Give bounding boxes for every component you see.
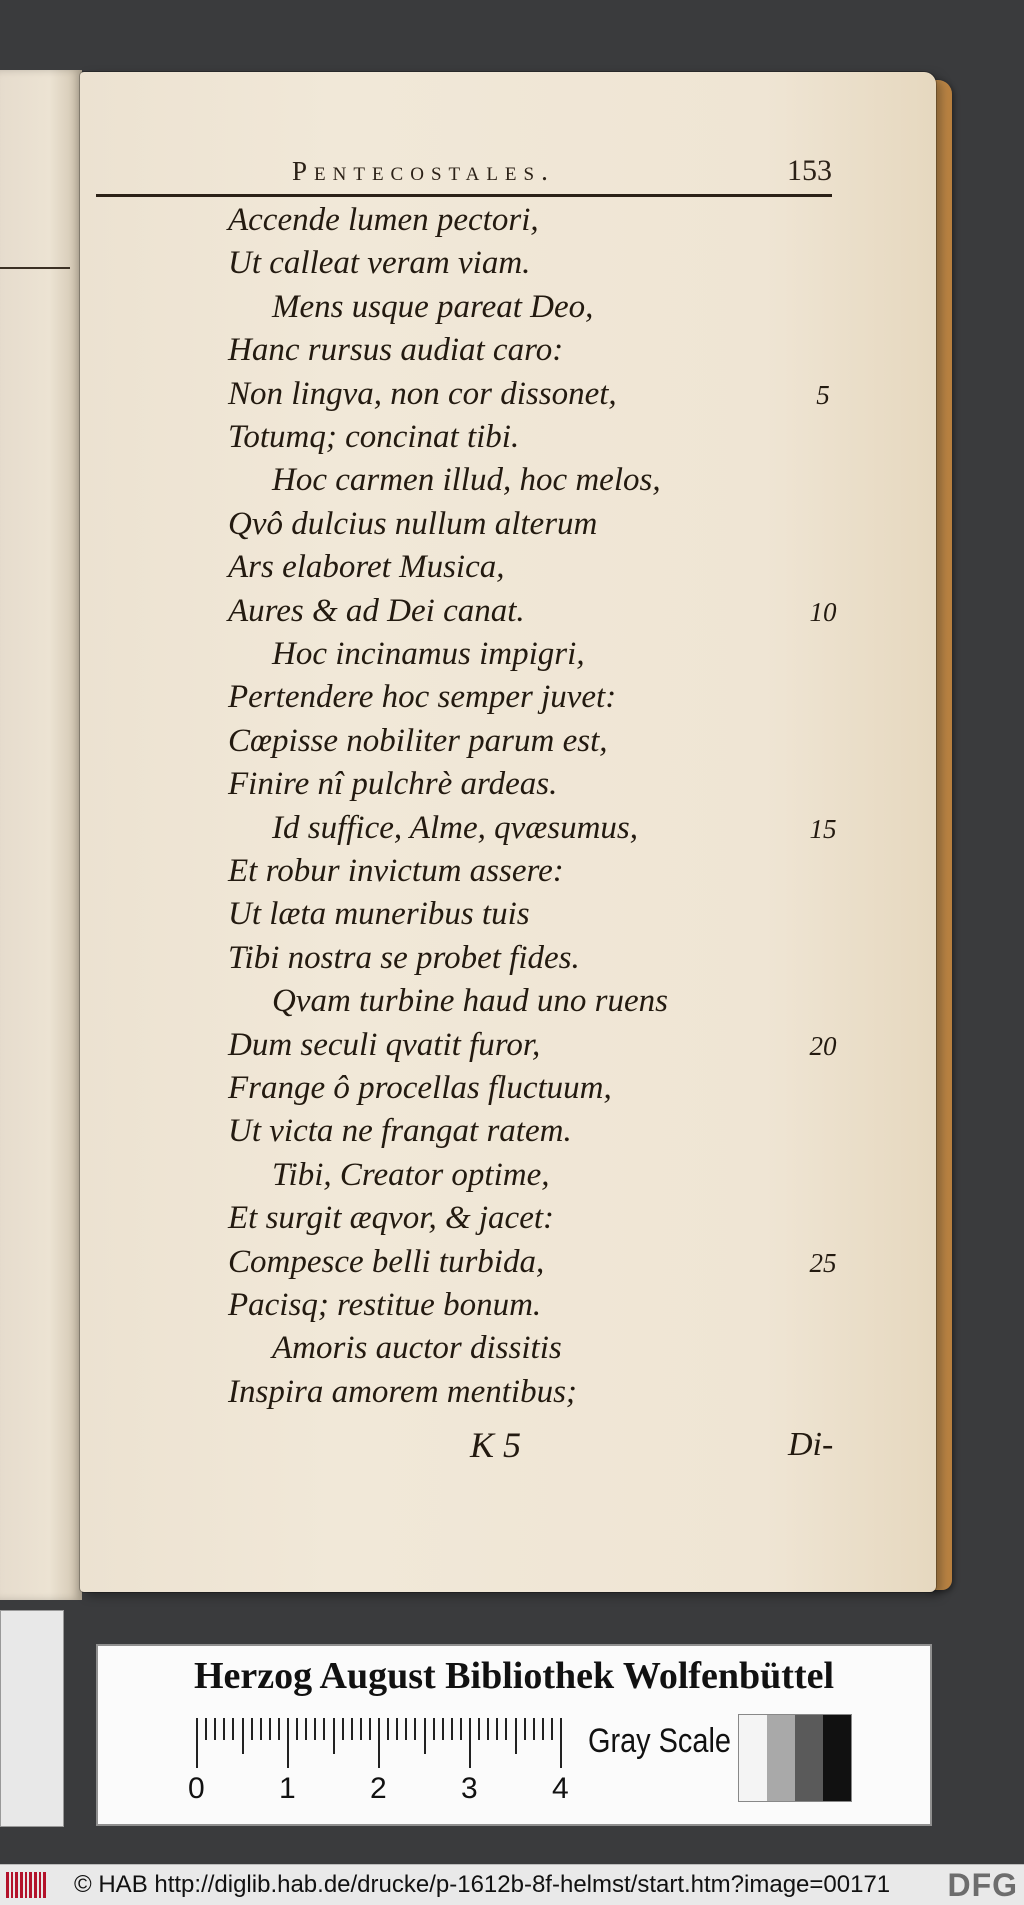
verse-line: Inspira amorem mentibus; (228, 1373, 577, 1410)
ruler-tick (542, 1718, 544, 1740)
copyright-url[interactable]: © HAB http://diglib.hab.de/drucke/p-1612b-8f-helmst/start.htm?image=00171 (74, 1871, 891, 1898)
line-number: 20 (809, 1030, 837, 1061)
line-number: 15 (809, 813, 837, 844)
ruler-tick (396, 1718, 398, 1740)
ruler-tick (433, 1718, 435, 1740)
page-header (96, 150, 832, 206)
verse-line: Ars elaboret Musica, (228, 549, 505, 586)
ruler-tick (460, 1718, 462, 1740)
ruler-number: 4 (552, 1772, 569, 1805)
ruler-tick (496, 1718, 498, 1740)
ruler-tick (223, 1718, 225, 1740)
ruler-tick (296, 1718, 298, 1740)
facing-page-strip (0, 1610, 64, 1827)
ruler-tick (378, 1718, 380, 1768)
facing-page-edge (0, 70, 82, 1600)
ruler-tick (533, 1718, 535, 1740)
verse-line: Non lingva, non cor dissonet, (228, 375, 617, 412)
gray-swatch (739, 1715, 767, 1801)
gray-scale-swatches (738, 1714, 852, 1802)
ruler-tick (505, 1718, 507, 1740)
ruler-tick (515, 1718, 517, 1754)
verse-line: Cœpisse nobiliter parum est, (228, 722, 608, 759)
verse-line: Ut victa ne frangat ratem. (228, 1113, 572, 1150)
library-scale-strip (98, 1646, 930, 1824)
verse-line: Compesce belli turbida, (228, 1243, 545, 1280)
ruler-tick (342, 1718, 344, 1740)
verse-line: Frange ô procellas fluctuum, (228, 1070, 612, 1106)
verse-line: Hoc incinamus impigri, (272, 636, 585, 672)
ruler-tick (424, 1718, 426, 1754)
line-number: 10 (809, 596, 837, 627)
line-number: 5 (816, 379, 830, 410)
verse-line: Qvam turbine haud uno ruens (272, 983, 668, 1020)
ruler-tick (551, 1718, 553, 1740)
centimeter-ruler (188, 1718, 569, 1805)
ruler-tick (405, 1718, 407, 1740)
verse-line: Pacisq; restitue bonum. (228, 1287, 542, 1323)
ruler-tick (323, 1718, 325, 1740)
ruler-tick (351, 1718, 353, 1740)
line-number: 25 (809, 1247, 837, 1278)
ruler-tick (469, 1718, 471, 1768)
ruler-tick (260, 1718, 262, 1740)
verse-line: Mens usque pareat Deo, (272, 288, 594, 325)
verse-line: Finire nî pulchrè ardeas. (228, 766, 558, 803)
ruler-tick (560, 1718, 562, 1768)
ruler-number: 1 (279, 1772, 296, 1805)
running-head: Pentecostales. (292, 156, 555, 186)
catchword: Di- (788, 1426, 834, 1463)
facing-page-rule (0, 267, 70, 269)
ruler-tick (232, 1718, 234, 1740)
ruler-tick (242, 1718, 244, 1754)
verse-line: Et robur invictum assere: (228, 853, 564, 889)
ruler-tick (414, 1718, 416, 1740)
verse-line: Ut calleat veram viam. (228, 245, 531, 282)
ruler-tick (387, 1718, 389, 1740)
verse-line: Hanc rursus audiat caro: (228, 332, 564, 369)
verse-line: Ut læta muneribus tuis (228, 896, 530, 933)
ruler-tick (333, 1718, 335, 1754)
ruler-tick (287, 1718, 289, 1768)
verse-line: Hoc carmen illud, hoc melos, (272, 462, 661, 499)
verse-line: Tibi nostra se probet fides. (228, 939, 580, 976)
verse-line: Et surgit æqvor, & jacet: (228, 1200, 555, 1237)
hab-logo-icon (6, 1872, 46, 1898)
verse-line: Pertendere hoc semper juvet: (228, 679, 617, 716)
ruler-tick (269, 1718, 271, 1740)
ruler-tick (451, 1718, 453, 1740)
viewer-footer (0, 1864, 1024, 1905)
ruler-tick (205, 1718, 207, 1740)
header-rule (96, 194, 832, 197)
ruler-tick (278, 1718, 280, 1740)
verse-line: Tibi, Creator optime, (272, 1156, 550, 1193)
ruler-tick (487, 1718, 489, 1740)
verse-line: Accende lumen pectori, (228, 202, 539, 238)
dfg-logo: DFG (947, 1867, 1018, 1903)
gray-swatch (823, 1715, 851, 1801)
page-number: 153 (787, 154, 832, 187)
verse-line: Qvô dulcius nullum alterum (228, 505, 598, 542)
ruler-tick (305, 1718, 307, 1740)
ruler-number: 3 (461, 1772, 478, 1805)
ruler-tick (369, 1718, 371, 1740)
ruler-tick (214, 1718, 216, 1740)
ruler-tick (251, 1718, 253, 1740)
ruler-tick (478, 1718, 480, 1740)
ruler-tick (524, 1718, 526, 1740)
gray-swatch (795, 1715, 823, 1801)
verse-line: Totumq; concinat tibi. (228, 419, 520, 455)
ruler-number: 0 (188, 1772, 205, 1805)
signature-mark: K 5 (470, 1425, 522, 1465)
verse-line: Id suffice, Alme, qvæsumus, (272, 809, 639, 846)
library-name: Herzog August Bibliothek Wolfenbüttel (193, 1655, 835, 1697)
ruler-tick (196, 1718, 198, 1768)
ruler-number: 2 (370, 1772, 387, 1805)
verse-line: Amoris auctor dissitis (272, 1330, 562, 1367)
verse-line: Aures & ad Dei canat. (228, 592, 525, 629)
ruler-tick (360, 1718, 362, 1740)
verse-line: Dum seculi qvatit furor, (228, 1026, 541, 1063)
gray-scale-label: Gray Scale (588, 1722, 731, 1760)
ruler-tick (442, 1718, 444, 1740)
ruler-tick (314, 1718, 316, 1740)
gray-swatch (767, 1715, 795, 1801)
